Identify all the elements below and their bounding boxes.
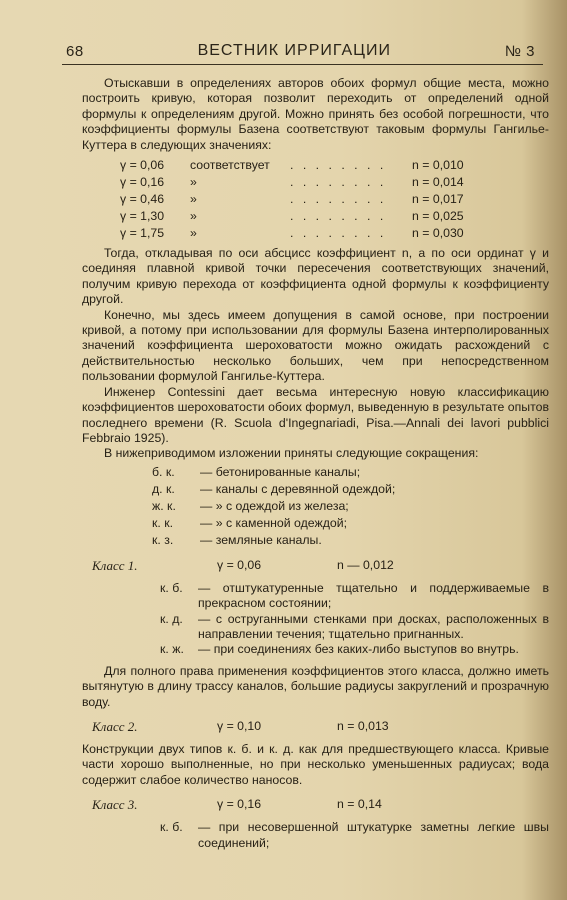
- desc-text: — отштукатуренные тщательно и поддерживаемые в прекрасном состоянии;: [198, 580, 549, 611]
- paragraph: В нижеприводимом изложении приняты следующие сокращения:: [104, 446, 479, 461]
- class-n: n = 0,013: [337, 719, 389, 734]
- list-item: [152, 464, 549, 481]
- leader-dots: . . . . . . . .: [290, 174, 387, 189]
- list-item: [152, 498, 549, 515]
- issue-number: № 3: [504, 42, 535, 60]
- class-description: [160, 820, 549, 851]
- paragraph: Конечно, мы здесь имеем допущения в самой основе, при построении кривой, а потому при использовании для формулы Базена интерполированных значений коэффициента шероховатости можно ожидать расхождений с действительностью несколько больших, чем при непосредственном пользовании формулой Гангилье-Куттера.: [82, 307, 549, 384]
- gamma-value: γ = 0,16: [120, 174, 165, 189]
- class-heading: [92, 716, 549, 738]
- n-value: n = 0,025: [412, 208, 464, 223]
- leader-dots: . . . . . . . .: [290, 208, 387, 223]
- list-item: [152, 515, 549, 532]
- running-header: [66, 40, 535, 62]
- table-row: [120, 225, 549, 242]
- class-name: Класс 3.: [92, 797, 138, 813]
- list-item: [152, 481, 549, 498]
- coefficient-table: [120, 157, 549, 242]
- relation-word: »: [190, 174, 197, 189]
- n-value: n = 0,030: [412, 225, 464, 240]
- abbr-key: д. к.: [152, 481, 175, 496]
- table-row: [120, 208, 549, 225]
- table-row: [120, 157, 549, 174]
- list-item: [152, 532, 549, 549]
- relation-word: соответствует: [190, 157, 270, 172]
- class-heading: [92, 794, 549, 816]
- desc-key: к. д.: [160, 611, 183, 626]
- paragraph: Отыскавши в определениях авторов обоих формул общие места, можно построить кривую, которая позволит переходить от определений одной формулы к определениям другой. Можно принять без особой погрешности, что коэффициенты формулы Базена соответствуют таковым формулы Гангилье-Куттера в следующих значениях:: [82, 76, 549, 152]
- article-body: [82, 76, 549, 851]
- class-name: Класс 1.: [92, 558, 138, 574]
- class-n: n = 0,14: [337, 797, 382, 812]
- paragraph: Конструкции двух типов к. б. и к. д. как для предшествующего класса. Кривые части хорошо выполненные, но при несколько уменьшенных радиусах; вода содержит слабое количество наносов.: [82, 741, 549, 787]
- abbr-text: — » с каменной одеждой;: [200, 515, 347, 530]
- page-number: 68: [66, 42, 84, 60]
- desc-text: — с оструганными стенками при досках, расположенных в направлении течения; тщательно пригнанных.: [198, 611, 549, 641]
- abbr-text: — каналы с деревянной одеждой;: [200, 481, 396, 496]
- desc-text: — при соединениях без каких-либо выступов во внутрь.: [198, 642, 519, 657]
- class-n: n — 0,012: [337, 558, 394, 573]
- abbreviation-list: [152, 464, 549, 549]
- n-value: n = 0,017: [412, 191, 464, 206]
- leader-dots: . . . . . . . .: [290, 157, 387, 172]
- table-row: [120, 191, 549, 208]
- abbr-key: б. к.: [152, 464, 175, 479]
- paragraph: Для полного права применения коэффициентов этого класса, должно иметь вытянутую в длину трассу каналов, большие радиусы закруглений и прозрачную воду.: [82, 663, 549, 709]
- desc-key: к. ж.: [160, 642, 184, 657]
- class-gamma: γ = 0,16: [217, 797, 262, 812]
- desc-text: — при несовершенной штукатурке заметны легкие швы соединений;: [198, 820, 549, 850]
- class-gamma: γ = 0,06: [217, 558, 262, 573]
- gamma-value: γ = 0,06: [120, 157, 165, 172]
- paragraph: Тогда, откладывая по оси абсцисс коэффициент n, а по оси ординат γ и соединяя плавной кривой точки пересечения соответствующих значений, получим кривую перехода от коэффициента одной формулы к коэффициенту другой.: [82, 246, 549, 307]
- n-value: n = 0,014: [412, 174, 464, 189]
- abbr-text: — » с одеждой из железа;: [200, 498, 349, 513]
- abbr-text: — земляные каналы.: [200, 532, 322, 547]
- gamma-value: γ = 1,30: [120, 208, 165, 223]
- header-rule: [62, 64, 543, 65]
- class-gamma: γ = 0,10: [217, 719, 262, 734]
- abbr-key: к. к.: [152, 515, 174, 530]
- relation-word: »: [190, 225, 197, 240]
- class-description: [160, 581, 549, 612]
- abbr-text: — бетонированные каналы;: [200, 464, 361, 479]
- desc-key: к. б.: [160, 580, 183, 595]
- gamma-value: γ = 1,75: [120, 225, 165, 240]
- gamma-value: γ = 0,46: [120, 191, 165, 206]
- abbr-key: к. з.: [152, 532, 174, 547]
- leader-dots: . . . . . . . .: [290, 191, 387, 206]
- paragraph: Инженер Contessini дает весьма интересную новую классификацию коэффициентов шероховатости обоих формул, выведенную в результате опытов последнего времени (R. Scuola d'Ingegnariadi, Pisa.—Annali dei lavori pubblici Febbraio 1925).: [82, 384, 549, 445]
- relation-word: »: [190, 191, 197, 206]
- desc-key: к. б.: [160, 820, 183, 835]
- class-description: [160, 642, 549, 657]
- relation-word: »: [190, 208, 197, 223]
- class-heading: [92, 555, 549, 577]
- class-description: [160, 612, 549, 643]
- class-name: Класс 2.: [92, 719, 138, 735]
- leader-dots: . . . . . . . .: [290, 225, 387, 240]
- n-value: n = 0,010: [412, 157, 464, 172]
- journal-title: ВЕСТНИК ИРРИГАЦИИ: [197, 42, 391, 59]
- table-row: [120, 174, 549, 191]
- abbr-key: ж. к.: [152, 498, 176, 513]
